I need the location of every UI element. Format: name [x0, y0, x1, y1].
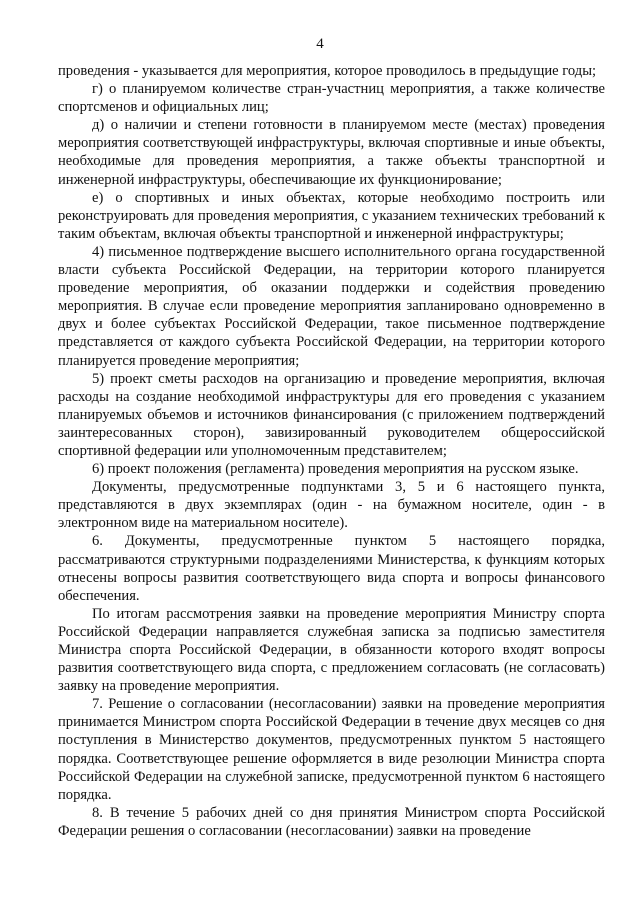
paragraph-item-5: 5) проект сметы расходов на организацию и проведение мероприятия, включая расходы на создание необходимой инфраструктуры для его проведения с указанием планируемых объемов и источников финансирования (с приложением подтверждений заинтересованных сторон), завизированный руководителем общероссийской спортивной федерации или уполномоченным представителем; [58, 370, 605, 459]
document-body [58, 62, 605, 840]
paragraph-section-8: 8. В течение 5 рабочих дней со дня принятия Министром спорта Российской Федерации решения о согласовании (несогласовании) заявки на проведение [58, 804, 605, 839]
paragraph-subitem-g: г) о планируемом количестве стран-участниц мероприятия, а также количестве спортсменов и официальных лиц; [58, 81, 605, 116]
paragraph-subitem-d: д) о наличии и степени готовности в планируемом месте (местах) проведения мероприятия соответствующей инфраструктуры, включая спортивные и иные объекты, необходимые для проведения мероприятия, а также объекты транспортной и инженерной инфраструктуры, обеспечивающие их функционирование; [58, 117, 605, 188]
paragraph-item-6: 6) проект положения (регламента) проведения мероприятия на русском языке. [92, 461, 579, 478]
paragraph-continuation: проведения - указывается для мероприятия, которое проводилось в предыдущие годы; [58, 63, 597, 79]
paragraph-section-6: 6. Документы, предусмотренные пунктом 5 настоящего порядка, рассматриваются структурными подразделениями Министерства, к функциям которых отнесены вопросы развития соответствующего вида спорта и вопросы финансового обеспечения. [58, 533, 605, 604]
page-number: 4 [316, 36, 324, 52]
paragraph-review-results: По итогам рассмотрения заявки на проведение мероприятия Министру спорта Российской Федерации направляется служебная записка за подписью заместителя Министра спорта Российской Федерации, в обязанности которого входят вопросы развития соответствующего вида спорта, с предложением согласовать (не согласовать) заявку на проведение мероприятия. [58, 605, 605, 695]
paragraph-item-4: 4) письменное подтверждение высшего исполнительного органа государственной власти субъекта Российской Федерации, на территории которого планируется проведение мероприятия, об оказании поддержки и содействия проведению мероприятия. В случае если проведение мероприятия запланировано одновременно в двух и более субъектах Российской Федерации, такое письменное подтверждение представляется от каждого субъекта Российской Федерации, на территории которого планируется проведение мероприятия; [58, 243, 605, 369]
paragraph-documents-copies: Документы, предусмотренные подпунктами 3, 5 и 6 настоящего пункта, представляются в двух экземплярах (один - на бумажном носителе, один - в электронном виде на материальном носителе). [58, 479, 605, 532]
paragraph-section-7: 7. Решение о согласовании (несогласовании) заявки на проведение мероприятия принимается Министром спорта Российской Федерации в течение двух месяцев со дня поступления в Министерство документов, предусмотренных пунктом 5 настоящего порядка. Соответствующее решение оформляется в виде резолюции Министра спорта Российской Федерации на служебной записке, предусмотренной пунктом 6 настоящего порядка. [58, 696, 605, 803]
paragraph-subitem-e: е) о спортивных и иных объектах, которые необходимо построить или реконструировать для проведения мероприятия, с указанием технических требований к таким объектам, включая объекты транспортной и инженерной инфраструктуры; [58, 189, 605, 242]
